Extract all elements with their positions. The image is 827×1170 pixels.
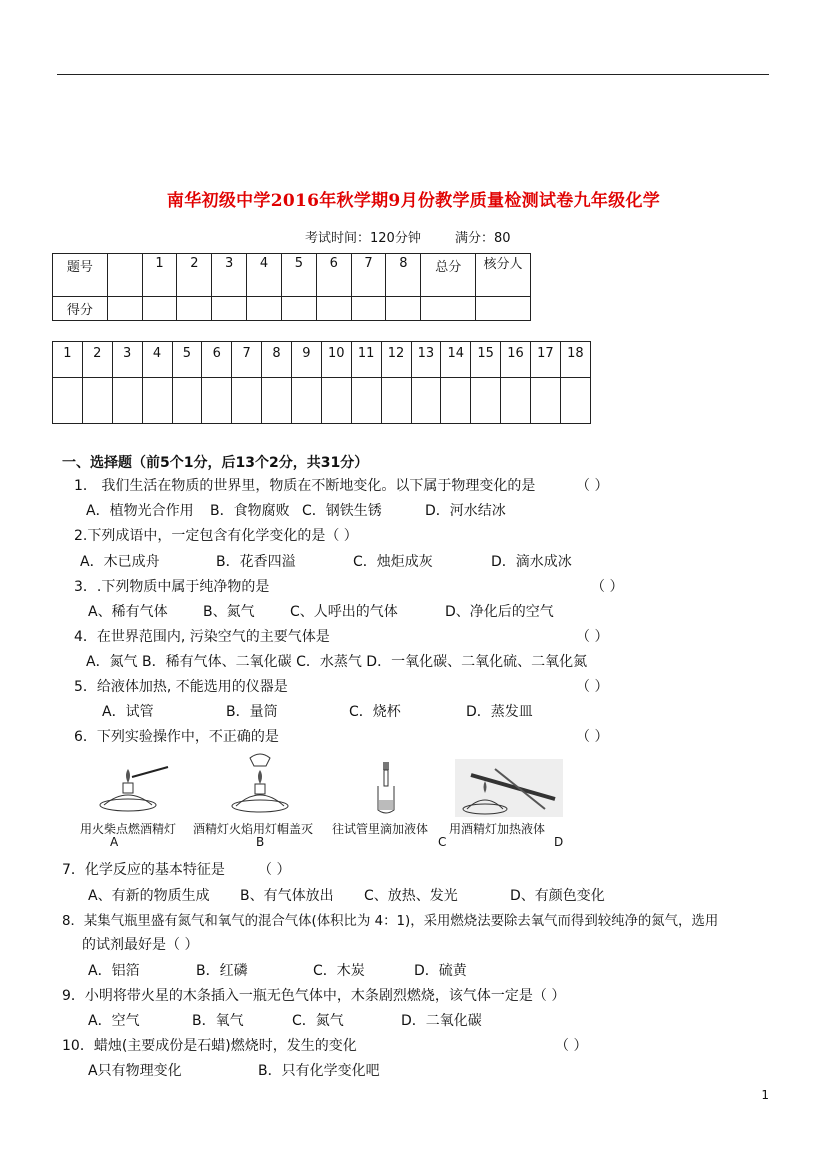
answer-blank: （ ） (576, 679, 609, 695)
answer-number-cell: 15 (471, 342, 501, 378)
answer-input-cell[interactable] (142, 378, 172, 424)
option: A．氮气 B．稀有气体、二氧化碳 C．水蒸气 D．一氧化碳、二氧化硫、二氧化氮 (86, 654, 588, 670)
answer-number-cell: 2 (82, 342, 112, 378)
figure-caption: 往试管里滴加液体 (332, 822, 429, 836)
score-input-cell[interactable] (177, 297, 212, 321)
answer-number-cell: 10 (321, 342, 351, 378)
score-row-label: 得分 (53, 297, 108, 321)
figure-caption: 用火柴点燃酒精灯 (80, 822, 177, 836)
option: B．氧气 (192, 1013, 244, 1029)
figure-caption: 酒精灯火焰用灯帽盖灭 (193, 822, 314, 836)
option: B、氮气 (203, 604, 255, 620)
score-input-cell[interactable] (142, 297, 177, 321)
option: A．植物光合作用 (86, 503, 194, 519)
score-header-cell: 4 (247, 254, 282, 297)
option: C．烛炬成灰 (353, 554, 433, 570)
answer-number-cell: 16 (501, 342, 531, 378)
score-input-cell[interactable] (281, 297, 316, 321)
option: A．试管 (102, 704, 154, 720)
answer-number-cell: 9 (292, 342, 322, 378)
score-header-cell: 7 (351, 254, 386, 297)
section-heading: 一、选择题（前5个1分，后13个2分，共31分） (62, 455, 369, 471)
exam-time: 考试时间：120分钟 (305, 231, 421, 246)
answer-input-row (53, 378, 591, 424)
header-rule (57, 74, 769, 75)
answer-number-cell: 4 (142, 342, 172, 378)
answer-number-cell: 13 (411, 342, 441, 378)
answer-input-cell[interactable] (172, 378, 202, 424)
answer-number-cell: 12 (381, 342, 411, 378)
score-header-cell: 2 (177, 254, 212, 297)
score-input-cell[interactable] (476, 297, 531, 321)
question-stem: 1． 我们生活在物质的世界里，物质在不断地变化。以下属于物理变化的是 (74, 478, 536, 494)
score-header-cell: 6 (316, 254, 351, 297)
answer-number-cell: 1 (53, 342, 83, 378)
exam-title: 南华初级中学2016年秋学期9月份教学质量检测试卷九年级化学 (166, 191, 661, 211)
answer-blank: （ ） (258, 862, 291, 878)
option: D．滴水成冰 (491, 554, 572, 570)
figure-letter: C (438, 835, 447, 849)
option: C．氮气 (292, 1013, 344, 1029)
question-stem-continued: 的试剂最好是（ ） (82, 937, 199, 953)
exam-meta (305, 227, 541, 246)
option: A．木已成舟 (80, 554, 160, 570)
answer-number-cell: 11 (351, 342, 381, 378)
option: C．钢铁生锈 (302, 503, 382, 519)
answer-input-cell[interactable] (560, 378, 590, 424)
score-input-cell[interactable] (212, 297, 247, 321)
figure-letter: A (110, 835, 119, 849)
option: D．蒸发皿 (466, 704, 533, 720)
exam-full-score: 满分：80 (454, 231, 511, 246)
answer-number-row (53, 342, 591, 378)
option: B、有气体放出 (240, 888, 334, 904)
question-stem: 2.下列成语中，一定包含有化学变化的是（ ） (74, 528, 358, 544)
answer-input-cell[interactable] (321, 378, 351, 424)
option: D．河水结冰 (425, 503, 506, 519)
answer-input-cell[interactable] (292, 378, 322, 424)
figure-letter: D (554, 835, 564, 849)
answer-blank: （ ） (576, 478, 609, 494)
figure-letter: B (256, 835, 265, 849)
answer-input-cell[interactable] (351, 378, 381, 424)
answer-input-cell[interactable] (53, 378, 83, 424)
option: B．红磷 (196, 963, 248, 979)
answer-input-cell[interactable] (262, 378, 292, 424)
score-header-cell: 5 (281, 254, 316, 297)
score-header-cell: 1 (142, 254, 177, 297)
answer-blank: （ ） (576, 729, 609, 745)
option: C、放热、发光 (364, 888, 458, 904)
option: A．铝箔 (88, 963, 140, 979)
test-tube-dropper-figure (372, 762, 400, 816)
answer-number-cell: 8 (262, 342, 292, 378)
alcohol-lamp-match-figure (96, 765, 176, 815)
answer-number-cell: 3 (112, 342, 142, 378)
score-input-cell[interactable] (247, 297, 282, 321)
score-header-cell: 3 (212, 254, 247, 297)
heating-liquid-figure (455, 759, 563, 817)
alcohol-lamp-cap-figure (226, 752, 296, 816)
score-table (52, 253, 531, 321)
option: D．硫黄 (414, 963, 467, 979)
score-input-cell[interactable] (351, 297, 386, 321)
option: B．只有化学变化吧 (258, 1063, 380, 1079)
answer-input-cell[interactable] (381, 378, 411, 424)
score-input-cell[interactable] (316, 297, 351, 321)
question-stem: 7．化学反应的基本特征是 (62, 862, 225, 878)
question-stem: 5．给液体加热, 不能选用的仪器是 (74, 679, 288, 695)
answer-input-cell[interactable] (471, 378, 501, 424)
answer-number-cell: 17 (531, 342, 561, 378)
answer-input-cell[interactable] (411, 378, 441, 424)
score-header-cell (107, 254, 142, 297)
score-header-cell: 题号 (53, 254, 108, 297)
answer-input-cell[interactable] (501, 378, 531, 424)
score-row (53, 297, 531, 321)
question-stem: 4．在世界范围内, 污染空气的主要气体是 (74, 629, 330, 645)
option: A只有物理变化 (88, 1063, 182, 1079)
option: B．食物腐败 (210, 503, 290, 519)
question-stem: 8．某集气瓶里盛有氮气和氧气的混合气体(体积比为 4：1)，采用燃烧法要除去氧气而得到较纯净的氮气，选用 (62, 914, 719, 929)
option: D．二氧化碳 (401, 1013, 482, 1029)
answer-number-cell: 18 (560, 342, 590, 378)
score-header-cell: 核分人 (476, 254, 531, 297)
answer-input-cell[interactable] (441, 378, 471, 424)
score-input-cell[interactable] (107, 297, 142, 321)
option: B．量筒 (226, 704, 278, 720)
answer-number-cell: 14 (441, 342, 471, 378)
question-stem: 3．.下列物质中属于纯净物的是 (74, 579, 270, 595)
option: A．空气 (88, 1013, 140, 1029)
answer-blank: （ ） (576, 629, 609, 645)
option: A、有新的物质生成 (88, 888, 210, 904)
answer-input-cell[interactable] (202, 378, 232, 424)
score-header-cell: 总分 (421, 254, 476, 297)
answer-table (52, 341, 591, 424)
answer-number-cell: 5 (172, 342, 202, 378)
answer-number-cell: 6 (202, 342, 232, 378)
score-header-cell: 8 (386, 254, 421, 297)
answer-blank: （ ） (555, 1038, 588, 1054)
figure-caption: 用酒精灯加热液体 (449, 822, 546, 836)
option: B．花香四溢 (216, 554, 296, 570)
answer-input-cell[interactable] (232, 378, 262, 424)
option: C、人呼出的气体 (290, 604, 398, 620)
question-stem: 10．蜡烛(主要成份是石蜡)燃烧时，发生的变化 (62, 1038, 357, 1054)
question-stem: 6．下列实验操作中，不正确的是 (74, 729, 279, 745)
option: D、净化后的空气 (445, 604, 554, 620)
answer-input-cell[interactable] (82, 378, 112, 424)
score-header-row (53, 254, 531, 297)
score-input-cell[interactable] (421, 297, 476, 321)
question-stem: 9．小明将带火星的木条插入一瓶无色气体中，木条剧烈燃烧，该气体一定是（ ） (62, 988, 566, 1004)
option: D、有颜色变化 (510, 888, 605, 904)
answer-number-cell: 7 (232, 342, 262, 378)
answer-blank: （ ） (591, 579, 624, 595)
answer-input-cell[interactable] (531, 378, 561, 424)
page-number: 1 (761, 1088, 769, 1102)
option: C．烧杯 (349, 704, 401, 720)
score-input-cell[interactable] (386, 297, 421, 321)
option: A、稀有气体 (88, 604, 168, 620)
option: C．木炭 (313, 963, 365, 979)
answer-input-cell[interactable] (112, 378, 142, 424)
